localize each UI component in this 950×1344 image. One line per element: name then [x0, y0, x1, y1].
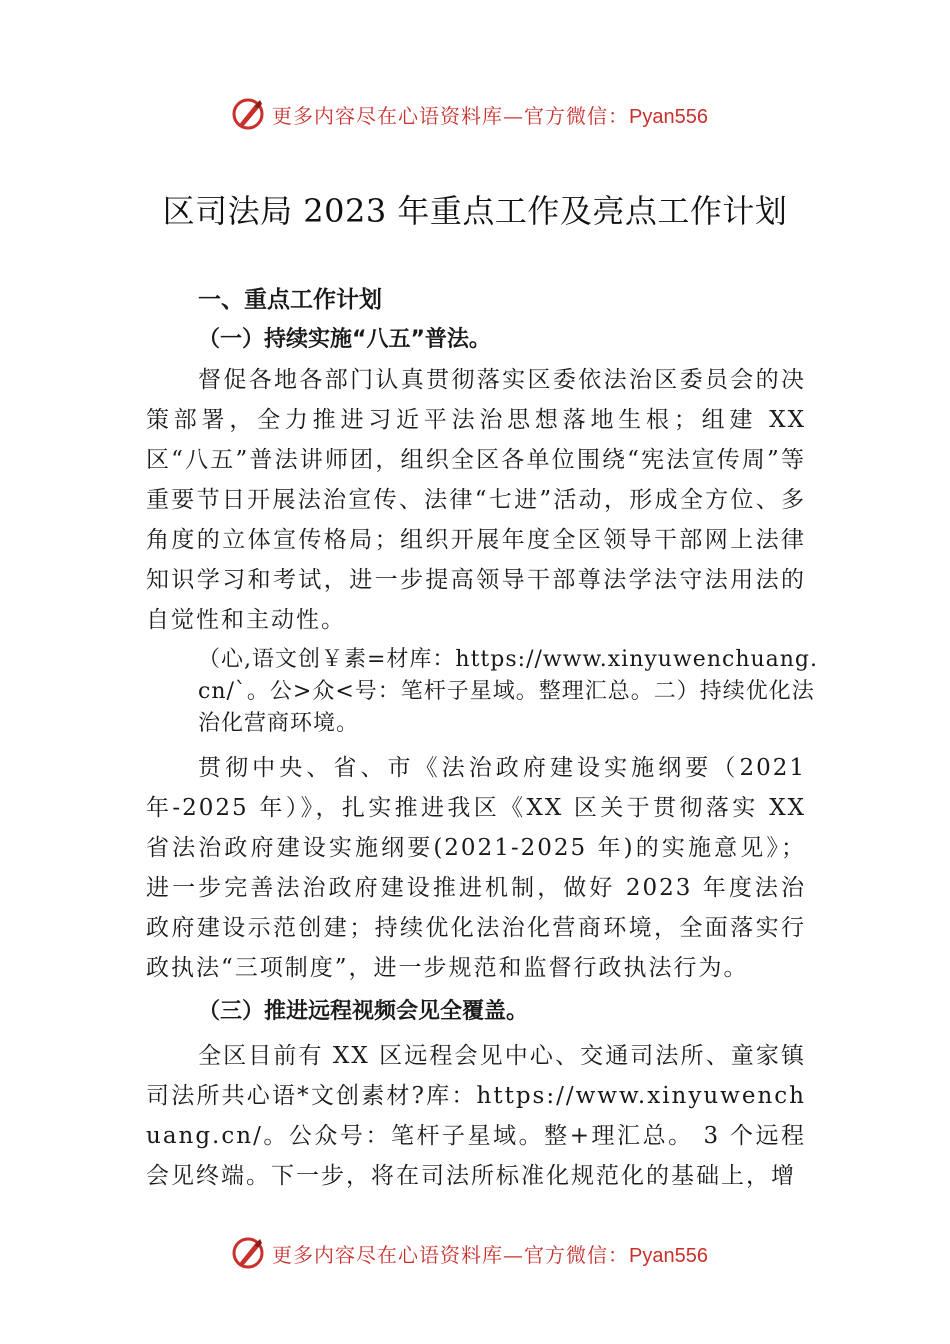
subsection-heading: （一）持续实施“八五”普法。: [198, 327, 491, 352]
paragraph: 贯彻中央、省、市《法治政府建设实施纲要（2021 年-2025 年）》，扎实推进我区《XX 区关于贯彻落实 XX 省法治政府建设实施纲要(2021-2025 年)的实施意见》；进一步完善法治政府建设推进机制，做好 2023 年度法治政府建设示范创建；持续优化法治化营商环境，全面落实行政执法“三项制度”，进一步规范和监督行政执法行为。: [146, 755, 806, 981]
header-banner: [230, 96, 708, 132]
footer-banner: [230, 1235, 708, 1271]
paragraph: 全区目前有 XX 区远程会见中心、交通司法所、童家镇司法所共心语*文创素材?库：https://www.xinyuwenchuang.cn/。公众号：笔杆子星域。整+理汇总。 3 个远程会见终端。下一步，将在司法所标准化规范化的基础上，增: [146, 1043, 806, 1189]
inline-note: （心,语文创￥素=材库：https://www.xinyuwenchuang.cn/`。公>众<号：笔杆子星域。整理汇总。二）持续优化法治化营商环境。: [198, 647, 819, 736]
pen-logo-icon: [230, 96, 266, 132]
wechat-id: Pyan556: [629, 1244, 708, 1267]
document-title: 区司法局 2023 年重点工作及亮点工作计划: [162, 192, 788, 230]
document-body: [146, 280, 819, 1196]
subsection-heading: （三）推进远程视频会见全覆盖。: [198, 999, 529, 1024]
wechat-id: Pyan556: [629, 105, 708, 128]
pen-logo-icon: [230, 1235, 266, 1271]
banner-text: 更多内容尽在心语资料库—官方微信：Pyan556: [272, 1242, 708, 1267]
banner-text: 更多内容尽在心语资料库—官方微信：Pyan556: [272, 103, 708, 128]
paragraph: 督促各地各部门认真贯彻落实区委依法治区委员会的决策部署，全力推进习近平法治思想落地生根；组建 XX 区“八五”普法讲师团，组织全区各单位围绕“宪法宣传周”等重要节日开展法治宣传、法律“七进”活动，形成全方位、多角度的立体宣传格局；组织开展年度全区领导干部网上法律知识学习和考试，进一步提高领导干部尊法学法守法用法的自觉性和主动性。: [146, 367, 806, 633]
section-heading: 一、重点工作计划: [198, 287, 382, 313]
